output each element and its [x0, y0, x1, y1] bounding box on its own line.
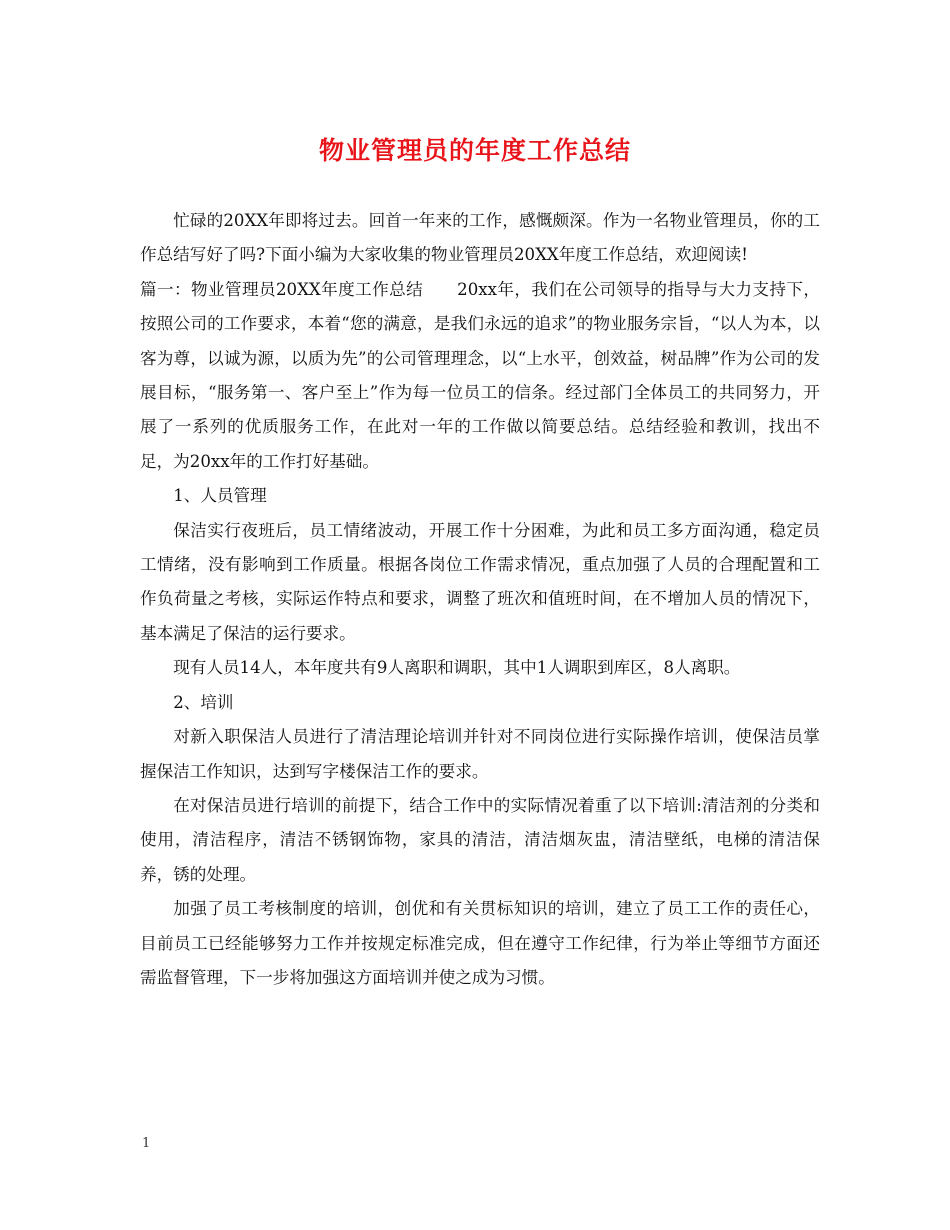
- paragraph-chapter-one: 篇一：物业管理员20XX年度工作总结 20xx年，我们在公司领导的指导与大力支持下，按照公司的工作要求，本着“您的满意，是我们永远的追求”的物业服务宗旨，“以人为本，以客为尊，以诚为源，以质为先”的公司管理理念，以“上水平，创效益，树品牌”作为公司的发展目标，“服务第一、客户至上”作为每一位员工的信条。经过部门全体员工的共同努力，开展了一系列的优质服务工作，在此对一年的工作做以简要总结。总结经验和教训，找出不足，为20xx年的工作打好基础。: [140, 279, 820, 471]
- paragraph-training-new: 对新入职保洁人员进行了清洁理论培训并针对不同岗位进行实际操作培训，使保洁员掌握保洁工作知识，达到写字楼保洁工作的要求。: [140, 727, 820, 781]
- document-body: [140, 204, 820, 995]
- section-heading-personnel: 1、人员管理: [173, 486, 267, 506]
- paragraph-intro: 忙碌的20XX年即将过去。回首一年来的工作，感慨颇深。作为一名物业管理员，你的工作总结写好了吗?下面小编为大家收集的物业管理员20XX年度工作总结，欢迎阅读!: [140, 211, 820, 265]
- page-number: 1: [142, 1136, 151, 1151]
- document-title: 物业管理员的年度工作总结: [318, 136, 631, 165]
- paragraph-staff-count: 现有人员14人，本年度共有9人离职和调职，其中1人调职到库区，8人离职。: [173, 658, 741, 678]
- paragraph-personnel: 保洁实行夜班后，员工情绪波动，开展工作十分困难，为此和员工多方面沟通，稳定员工情绪，没有影响到工作质量。根据各岗位工作需求情况，重点加强了人员的合理配置和工作负荷量之考核，实际运作特点和要求，调整了班次和值班时间，在不增加人员的情况下，基本满足了保洁的运行要求。: [140, 520, 820, 643]
- section-heading-training: 2、培训: [173, 692, 234, 712]
- paragraph-training-topics: 在对保洁员进行培训的前提下，结合工作中的实际情况着重了以下培训:清洁剂的分类和使用，清洁程序，清洁不锈钢饰物，家具的清洁，清洁烟灰盅，清洁壁纸，电梯的清洁保养，锈的处理。: [140, 795, 820, 884]
- paragraph-training-assessment: 加强了员工考核制度的培训，创优和有关贯标知识的培训，建立了员工工作的责任心，目前员工已经能够努力工作并按规定标准完成，但在遵守工作纪律，行为举止等细节方面还需监督管理，下一步将加强这方面培训并使之成为习惯。: [140, 899, 820, 987]
